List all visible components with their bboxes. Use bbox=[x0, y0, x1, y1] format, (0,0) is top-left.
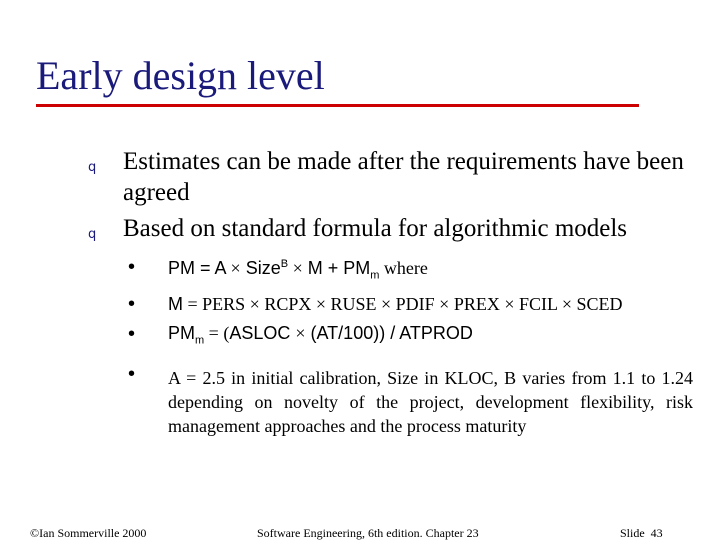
pmm-formula: $PM_m$ = (ASLOC × (AT/100)) / ATPROD bbox=[168, 323, 473, 347]
sub-bullet-dot: • bbox=[128, 323, 136, 345]
bullet-marker: q bbox=[88, 227, 97, 242]
pm-formula: PM = A × Size$^B$ × $M + PM_m$ where bbox=[168, 258, 428, 282]
sub-bullet-dot: • bbox=[128, 293, 136, 315]
sub-bullet-dot: • bbox=[128, 256, 136, 278]
calibration-note: A = 2.5 in initial calibration, Size in KLOC, B varies from 1.1 to 1.24 depending on novelty of the project, development flexibility, risk management approaches and the process maturity bbox=[168, 368, 693, 436]
bullet-estimates: Estimates can be made after the requirements have been agreed bbox=[123, 148, 684, 206]
footer-book-title: Software Engineering, 6th edition. Chapter 23 bbox=[257, 526, 479, 540]
bullet-formula: Based on standard formula for algorithmic models bbox=[123, 215, 628, 242]
slide-title: Early design level bbox=[36, 53, 325, 98]
bullet-marker: q bbox=[88, 160, 97, 175]
m-formula: M = PERS × RCPX × RUSE × PDIF × PREX × FCIL × SCED bbox=[168, 294, 623, 314]
footer-copyright: ©Ian Sommerville 2000 bbox=[30, 526, 147, 540]
title-underline bbox=[36, 104, 639, 107]
sub-bullet-dot: • bbox=[128, 363, 136, 385]
footer-slide-number: Slide 43 bbox=[620, 526, 663, 540]
